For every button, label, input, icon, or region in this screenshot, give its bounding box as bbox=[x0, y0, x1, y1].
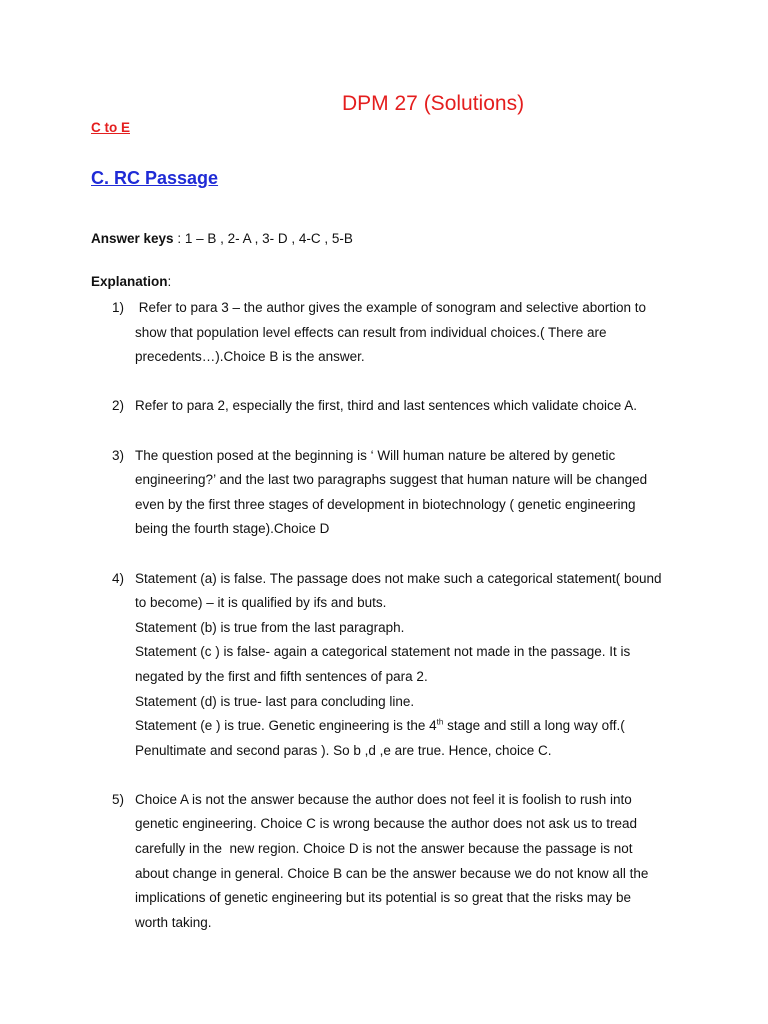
item-number: 5) bbox=[112, 791, 125, 807]
item-line: being the fourth stage).Choice D bbox=[135, 521, 330, 537]
stage-superscript: th bbox=[436, 717, 444, 727]
item-line: Statement (c ) is false- again a categorical statement not made in the passage. It is bbox=[135, 644, 631, 660]
item-line: Statement (a) is false. The passage does not make such a categorical statement( bound bbox=[135, 570, 662, 586]
item-line: genetic engineering. Choice C is wrong because the author does not ask us to tread bbox=[135, 816, 638, 832]
explanation-item-5 bbox=[112, 788, 692, 936]
page-title: DPM 27 (Solutions) bbox=[342, 92, 525, 115]
answer-keys-line bbox=[91, 231, 353, 246]
item-line-stage bbox=[135, 714, 692, 739]
item-line: The question posed at the beginning is ‘ Will human nature be altered by genetic bbox=[135, 447, 616, 463]
item-line: Choice A is not the answer because the author does not feel it is foolish to rush into bbox=[135, 791, 632, 807]
item-line: even by the first three stages of development in biotechnology ( genetic engineering bbox=[135, 496, 636, 512]
answer-keys-separator: : bbox=[173, 231, 185, 246]
item-line: carefully in the new region. Choice D is not the answer because the passage is not bbox=[135, 841, 633, 857]
answer-keys-value: 1 – B , 2- A , 3- D , 4-C , 5-B bbox=[184, 231, 353, 246]
section-range-label: C to E bbox=[91, 120, 130, 135]
answer-keys-label: Answer keys bbox=[91, 231, 174, 246]
item-line: show that population level effects can result from individual choices.( There are bbox=[135, 324, 607, 340]
item-line: negated by the first and fifth sentences of para 2. bbox=[135, 668, 428, 684]
explanation-item-1 bbox=[112, 296, 692, 370]
explanation-item-3 bbox=[112, 444, 692, 542]
explanation-colon: : bbox=[167, 274, 172, 289]
item-line: Refer to para 3 – the author gives the example of sonogram and selective abortion to bbox=[135, 300, 647, 315]
item-line: engineering?’ and the last two paragraphs suggest that human nature will be changed bbox=[135, 472, 648, 488]
explanation-item-2 bbox=[112, 394, 692, 419]
stage-text-after: stage and still a long way off.( bbox=[443, 718, 625, 734]
item-line: Refer to para 2, especially the first, third and last sentences which validate choice A. bbox=[135, 398, 638, 414]
item-line: Statement (d) is true- last para concluding line. bbox=[135, 693, 415, 709]
item-number: 1) bbox=[112, 300, 125, 315]
item-line: precedents…).Choice B is the answer. bbox=[135, 349, 365, 365]
section-heading: C. RC Passage bbox=[91, 168, 219, 188]
item-number: 4) bbox=[112, 570, 125, 586]
explanation-label: Explanation bbox=[91, 274, 168, 289]
item-line: implications of genetic engineering but its potential is so great that the risks may be bbox=[135, 890, 632, 906]
item-line: Statement (b) is true from the last paragraph. bbox=[135, 619, 405, 635]
item-number: 2) bbox=[112, 398, 125, 414]
explanation-heading bbox=[91, 274, 171, 289]
item-line: worth taking. bbox=[135, 914, 212, 930]
item-number: 3) bbox=[112, 447, 125, 463]
item-line: to become) – it is qualified by ifs and buts. bbox=[135, 595, 387, 611]
explanation-list bbox=[112, 296, 692, 960]
item-line: Penultimate and second paras ). So b ,d ,e are true. Hence, choice C. bbox=[135, 742, 552, 758]
item-line: about change in general. Choice B can be the answer because we do not know all the bbox=[135, 865, 649, 881]
explanation-item-4 bbox=[112, 567, 692, 764]
stage-text-before: Statement (e ) is true. Genetic engineering is the 4 bbox=[135, 718, 437, 734]
